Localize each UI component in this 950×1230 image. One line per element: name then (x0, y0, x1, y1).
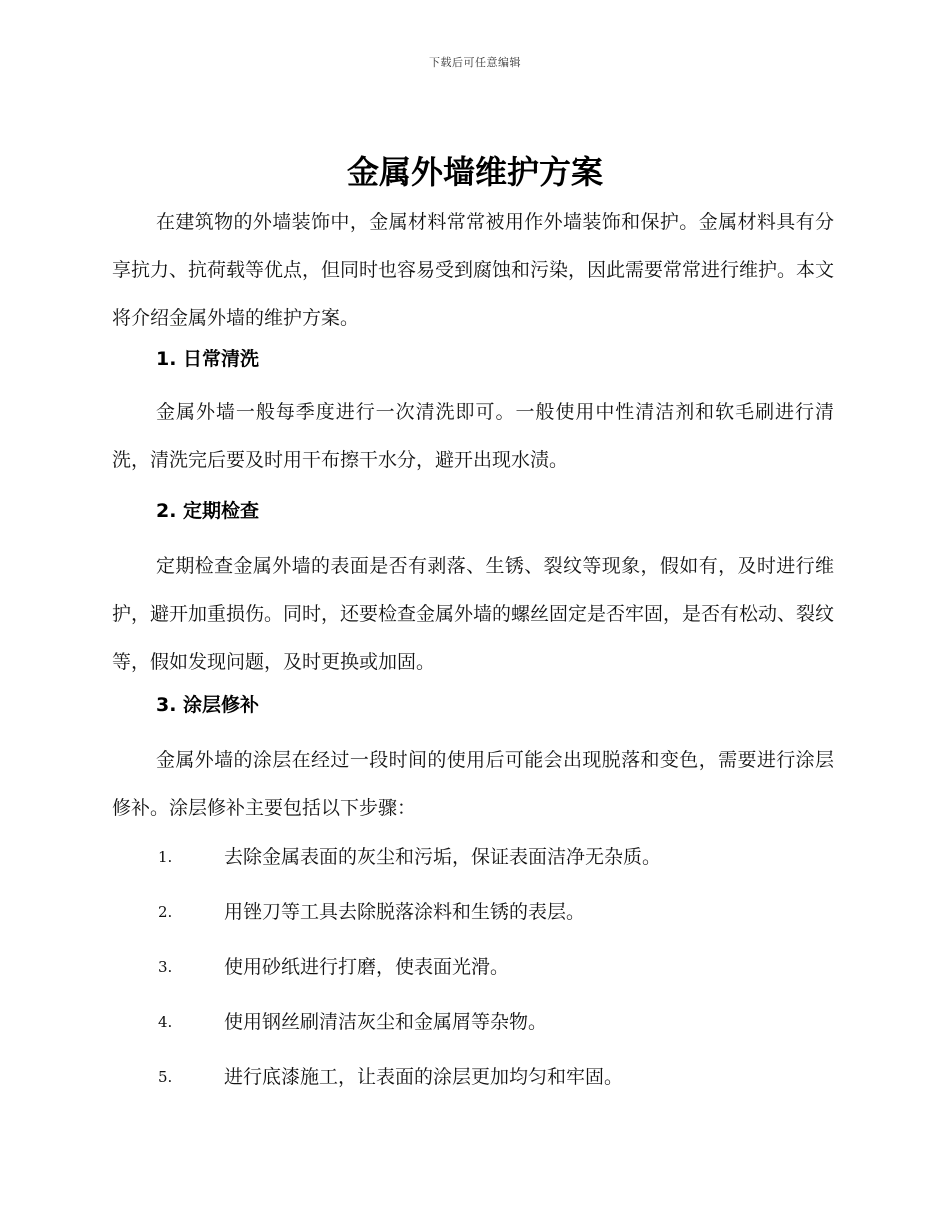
section-heading-daily-cleaning: 1. 日常清洗 (156, 348, 260, 370)
section-paragraph-coating-repair: 金属外墙的涂层在经过一段时间的使用后可能会出现脱落和变色，需要进行涂层修补。涂层修补主要包括以下步骤： (112, 749, 834, 819)
list-item-text: 去除金属表面的灰尘和污垢，保证表面洁净无杂质。 (224, 846, 662, 868)
list-item-text: 使用钢丝刷清洁灰尘和金属屑等杂物。 (224, 1011, 548, 1033)
list-item-number: 5. (158, 1068, 173, 1086)
list-item (158, 1007, 838, 1037)
list-item (158, 842, 838, 872)
list-item-text: 进行底漆施工，让表面的涂层更加均匀和牢固。 (224, 1066, 624, 1088)
list-item-number: 4. (158, 1013, 173, 1031)
section-heading-regular-inspection: 2. 定期检查 (156, 500, 260, 522)
intro-paragraph: 在建筑物的外墙装饰中，金属材料常常被用作外墙装饰和保护。金属材料具有分享抗力、抗荷载等优点，但同时也容易受到腐蚀和污染，因此需要常常进行维护。本文将介绍金属外墙的维护方案。 (112, 211, 835, 329)
section-heading-coating-repair: 3. 涂层修补 (156, 694, 260, 716)
list-item-text: 使用砂纸进行打磨，使表面光滑。 (224, 956, 510, 978)
list-item-text: 用锉刀等工具去除脱落涂料和生锈的表层。 (224, 901, 586, 923)
list-item (158, 1062, 838, 1092)
page-header: 下载后可任意编辑 (429, 56, 521, 69)
list-item-number: 2. (158, 903, 173, 921)
list-item-number: 3. (158, 958, 173, 976)
document-title: 金属外墙维护方案 (346, 153, 603, 191)
list-item (158, 897, 838, 927)
list-item (158, 952, 838, 982)
section-paragraph-daily-cleaning: 金属外墙一般每季度进行一次清洗即可。一般使用中性清洁剂和软毛刷进行清洗，清洗完后要及时用干布擦干水分，避开出现水渍。 (112, 401, 834, 471)
section-paragraph-regular-inspection: 定期检查金属外墙的表面是否有剥落、生锈、裂纹等现象，假如有，及时进行维护，避开加重损伤。同时，还要检查金属外墙的螺丝固定是否牢固，是否有松动、裂纹等，假如发现问题，及时更换或加固。 (112, 555, 835, 673)
list-item-number: 1. (158, 848, 173, 866)
